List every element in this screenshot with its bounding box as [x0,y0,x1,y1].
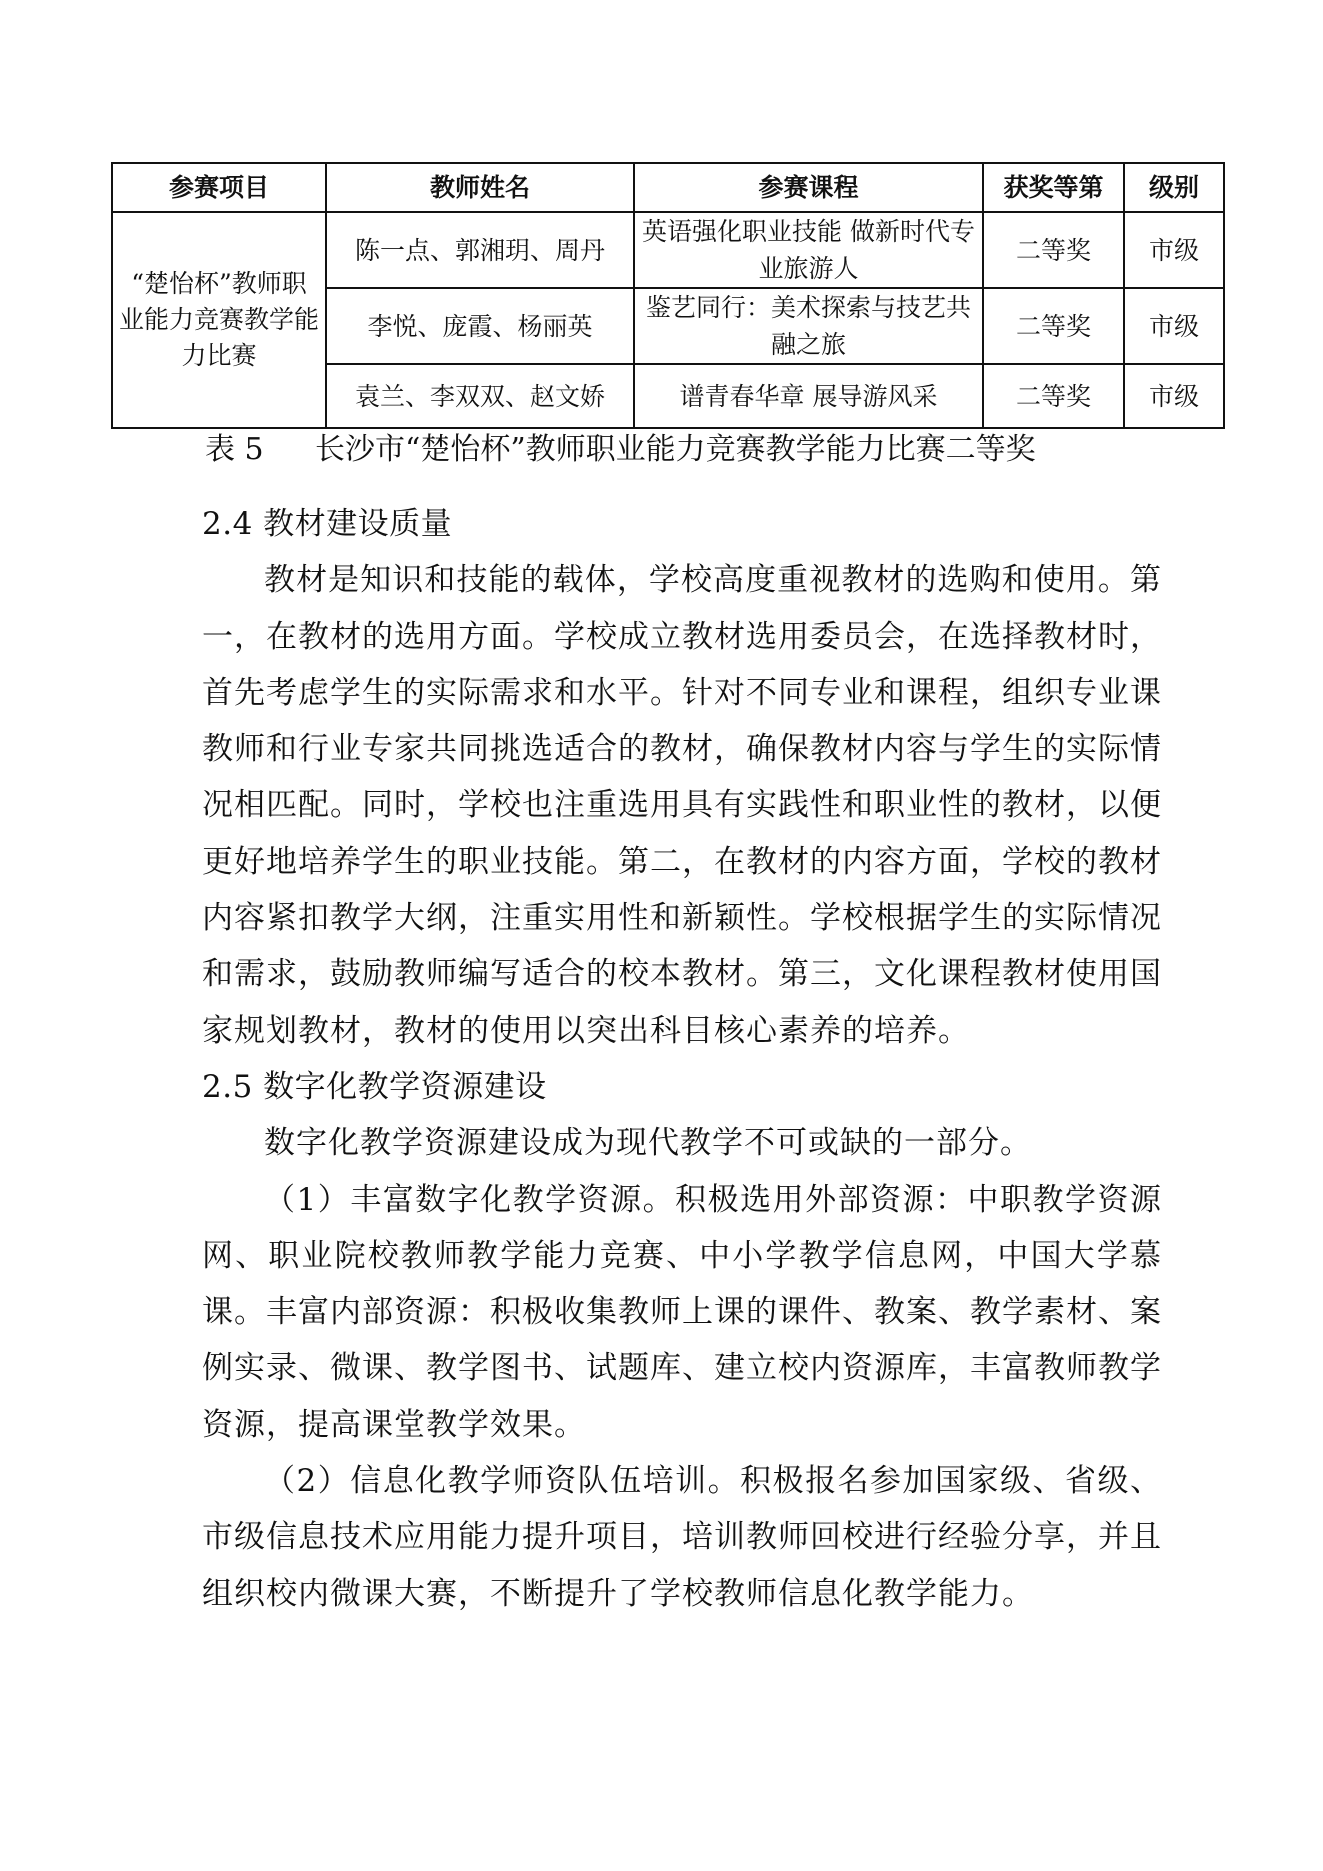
paragraph: 教材是知识和技能的载体，学校高度重视教材的选购和使用。第一，在教材的选用方面。学校成立教材选用委员会，在选择教材时，首先考虑学生的实际需求和水平。针对不同专业和课程，组织专业课教师和行业专家共同挑选适合的教材，确保教材内容与学生的实际情况相匹配。同时，学校也注重选用具有实践性和职业性的教材，以便更好地培养学生的职业技能。第二，在教材的内容方面，学校的教材内容紧扣教学大纲，注重实用性和新颖性。学校根据学生的实际情况和需求，鼓励教师编写适合的校本教材。第三，文化课程教材使用国家规划教材，教材的使用以突出科目核心素养的培养。 [202,562,1162,1049]
caption-label: 表 5 [205,432,264,467]
course-cell: 谱青春华章 展导游风采 [634,364,983,428]
caption-text: 长沙市“楚怡杯”教师职业能力竞赛教学能力比赛二等奖 [315,432,1036,467]
award-cell: 二等奖 [983,364,1124,428]
table-caption [205,428,1205,472]
teachers-cell: 李悦、庞霞、杨丽英 [326,288,634,364]
course-cell: 鉴艺同行：美术探索与技艺共融之旅 [634,288,983,364]
header-award: 获奖等第 [983,163,1124,212]
teachers-cell: 陈一点、郭湘玥、周丹 [326,212,634,288]
level-cell: 市级 [1124,212,1224,288]
paragraph: （1）丰富数字化教学资源。积极选用外部资源：中职教学资源网、职业院校教师教学能力竞赛、中小学教学信息网，中国大学慕课。丰富内部资源：积极收集教师上课的课件、教案、教学素材、案例实录、微课、教学图书、试题库、建立校内资源库，丰富教师教学资源，提高课堂教学效果。 [202,1181,1162,1443]
table-header-row [112,163,1224,212]
header-project: 参赛项目 [112,163,326,212]
course-cell: 英语强化职业技能 做新时代专业旅游人 [634,212,983,288]
paragraph: （2）信息化教学师资队伍培训。积极报名参加国家级、省级、市级信息技术应用能力提升项目，培训教师回校进行经验分享，并且组织校内微课大赛，不断提升了学校教师信息化教学能力。 [202,1463,1162,1612]
paragraph: 数字化教学资源建设成为现代教学不可或缺的一部分。 [264,1125,1032,1162]
award-cell: 二等奖 [983,212,1124,288]
teachers-cell: 袁兰、李双双、赵文娇 [326,364,634,428]
table-row [112,212,1224,288]
level-cell: 市级 [1124,364,1224,428]
section-heading: 2.4 教材建设质量 [202,506,453,542]
award-cell: 二等奖 [983,288,1124,364]
header-course: 参赛课程 [634,163,983,212]
section-heading: 2.5 数字化教学资源建设 [202,1068,547,1105]
header-teachers: 教师姓名 [326,163,634,212]
level-cell: 市级 [1124,288,1224,364]
project-cell: “楚怡杯”教师职业能力竞赛教学能力比赛 [112,212,326,428]
awards-table [111,162,1225,429]
body-content [202,496,1162,1622]
header-level: 级别 [1124,163,1224,212]
